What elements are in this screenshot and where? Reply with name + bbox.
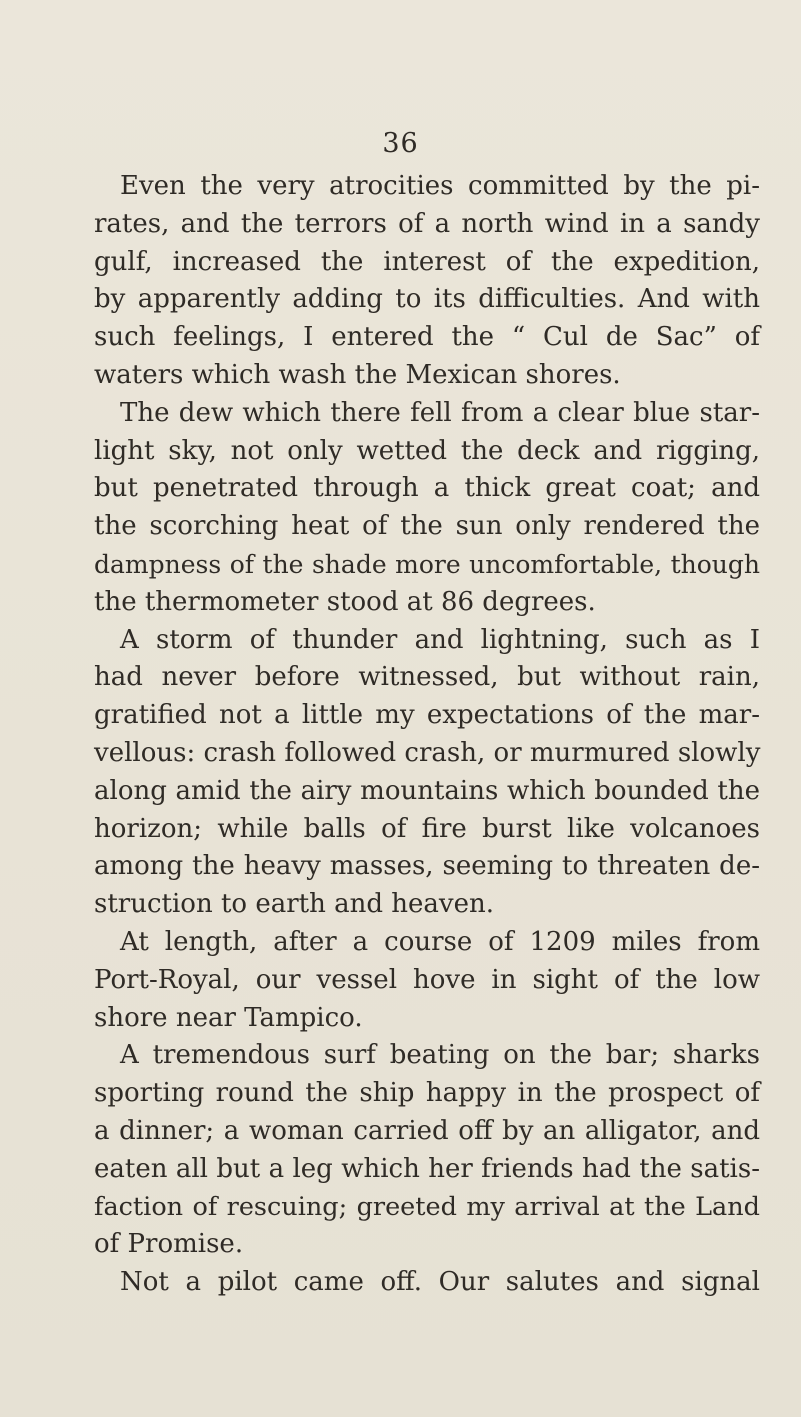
text-line: had never before witnessed, but without rain, (94, 662, 760, 693)
text-line: A tremendous surf beating on the bar; sharks (120, 1040, 760, 1071)
text-line: a dinner; a woman carried off by an alligator, and (94, 1115, 760, 1146)
text-line: among the heavy masses, seeming to threaten de- (94, 851, 760, 882)
text-line: A storm of thunder and lightning, such as I (120, 624, 760, 655)
text-line: eaten all but a leg which her friends had the satis- (94, 1153, 760, 1184)
text-line: rates, and the terrors of a north wind in a sandy (94, 208, 760, 239)
text-line: by apparently adding to its difficulties. And with (94, 284, 760, 315)
text-line: gratified not a little my expectations of the mar- (94, 700, 760, 731)
text-line: Port-Royal, our vessel hove in sight of the low (94, 964, 760, 995)
text-line: The dew which there fell from a clear blue star- (120, 397, 760, 428)
text-line: Even the very atrocities committed by the pi- (120, 171, 760, 201)
text-line: waters which wash the Mexican shores. (94, 359, 621, 390)
text-line: along amid the airy mountains which bounded the (94, 775, 760, 806)
text-line: horizon; while balls of fire burst like volcanoes (94, 813, 760, 844)
text-line: faction of rescuing; greeted my arrival at the Land (94, 1191, 760, 1222)
text-line: dampness of the shade more uncomfortable, though (94, 549, 760, 579)
text-line: gulf, increased the interest of the expedition, (94, 246, 760, 277)
text-line: struction to earth and heaven. (94, 889, 494, 920)
text-line: the thermometer stood at 86 degrees. (94, 586, 596, 617)
text-line: vellous: crash followed crash, or murmured slowly (94, 737, 761, 768)
text-line: sporting round the ship happy in the prospect of (94, 1078, 760, 1109)
text-line: of Promise. (94, 1229, 244, 1260)
text-line: light sky, not only wetted the deck and rigging, (94, 435, 760, 466)
text-line: Not a pilot came off. Our salutes and signal (120, 1267, 760, 1298)
body-text (94, 168, 760, 1302)
text-line: but penetrated through a thick great coat; and (94, 473, 760, 504)
text-line: At length, after a course of 1209 miles from (120, 926, 760, 957)
page-number: 36 (382, 128, 419, 159)
text-line: the scorching heat of the sun only rendered the (94, 511, 760, 542)
text-line: shore near Tampico. (94, 1002, 363, 1033)
text-line: such feelings, I entered the “ Cul de Sac” of (94, 322, 760, 353)
